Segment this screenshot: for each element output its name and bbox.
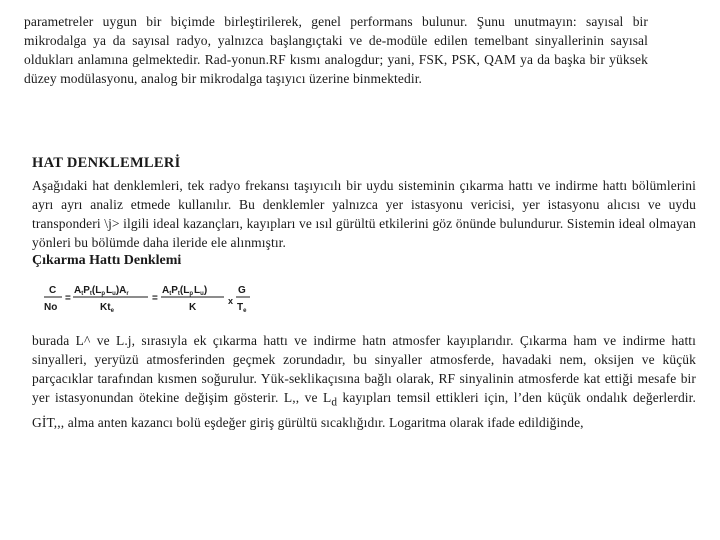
eq-lhs-numerator: C xyxy=(49,285,57,296)
closing-subscript: d xyxy=(331,396,338,409)
eq-rhs-denominator: K xyxy=(189,302,197,313)
eq-times: x xyxy=(228,296,234,306)
uplink-equation xyxy=(44,280,254,320)
eq-mid-numerator: $A_tP_t(L_pL_u)A_r$ xyxy=(74,285,129,297)
eq-g-numerator: G xyxy=(238,285,246,296)
eq-equals-1: = xyxy=(65,293,71,304)
uplink-equation-graphic xyxy=(44,280,254,320)
eq-g-denominator: $T_e$ xyxy=(237,302,247,314)
uplink-equation-subheading: Çıkarma Hattı Denklemi xyxy=(32,253,182,268)
closing-paragraph xyxy=(32,331,696,432)
intro-paragraph: parametreler uygun bir biçimde birleştirilerek, genel performans bulunur. Şunu unutmayın: sayısal bir mikrodalga ya da sayısal radyo, yalnızca başlangıçtaki ve de-modüle edilen temelbant sinyallerinin sayısal oldukları anlamına gelmektedir. Rad-yonun.RF kısmı analogdur; yani, FSK, PSK, QAM ya da başka bir yüksek düzey modülasyonu, analog bir mikrodalga taşıyıcı üzerine binmektedir. xyxy=(24,14,648,86)
eq-rhs-numerator: $A_tP_t(L_pL_u)$ xyxy=(162,285,208,297)
eq-equals-2: = xyxy=(152,293,158,304)
section-heading: HAT DENKLEMLERİ xyxy=(32,155,181,171)
section-paragraph: Aşağıdaki hat denklemleri, tek radyo frekansı taşıyıcılı bir uydu sisteminin çıkarma hattı ve indirme hattı bölümlerini ayrı ayrı analiz etmede kullanılır. Bu denklemler yalnızca yer istasyonu vericisi, yer istasyonu alıcısı ve uydu transponderi \j> ilgili ideal kazançları, kayıpları ve ısıl gürültü etkilerini göz önünde bulundurur. Sistemin ideal olmayan yönleri bu bölümde daha ileride ele alınmıştır. xyxy=(32,178,696,250)
eq-mid-denominator: $Kt_e$ xyxy=(100,302,114,314)
closing-text-part-1: burada L^ ve L.j, sırasıyla ek çıkarma hattı ve indirme hatn atmosfer kayıplarıdır. Çıkarma ham ve indirme hattı sinyalleri, yeryüzü atmosferinden geçmek zorundadır, bu sinyaller atmosferde, havadaki nem, oksijen ve küçük parçacıklar tarafından kısmen soğurulur. Yük-seklikaçısına bağlı olarak, RF sinyalinin atmosferde kat ettiği mesafe bir yer istasyonundan ötekine değişim gösterir. L,, ve L xyxy=(32,333,696,405)
closing-text-part-2: kayıpları temsil ettikleri için, l’den küçük ondalık değerlerdir. GİT,,, alma anten kazancı bolü eşdeğer giriş gürültü sıcaklığıdır. Logaritma olarak ifade edildiğinde, xyxy=(32,390,696,430)
eq-lhs-denominator: No xyxy=(44,302,58,313)
